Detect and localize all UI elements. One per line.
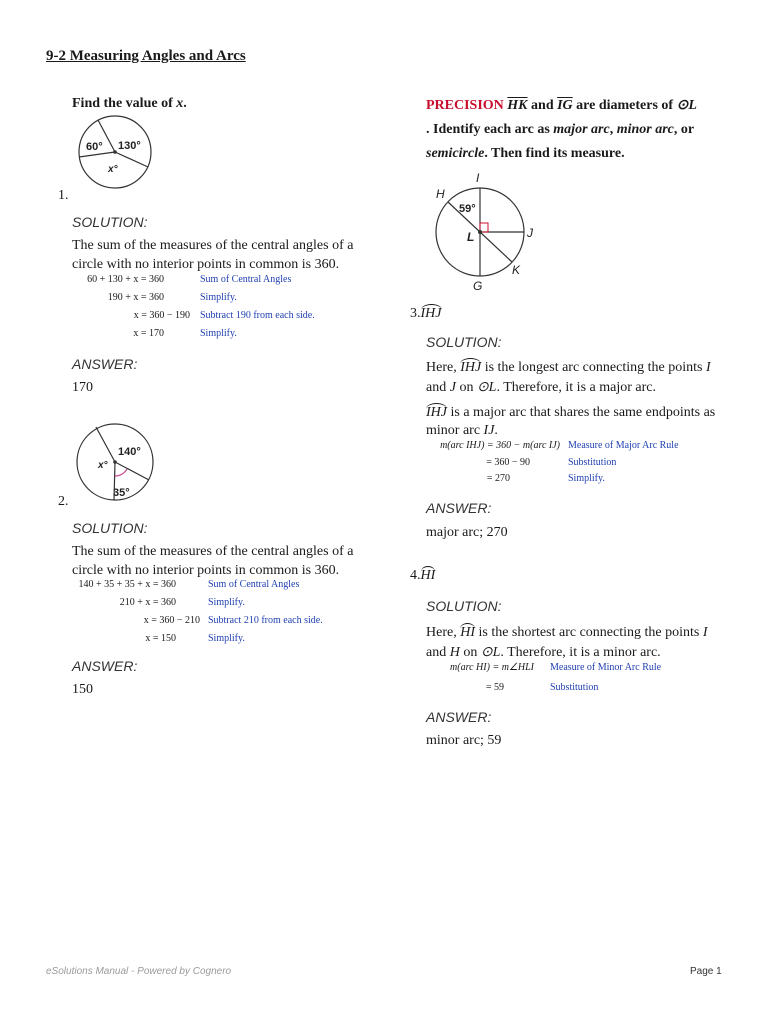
step-1-2: 190 + x = 360 (107, 292, 164, 303)
diagram2-label-35: 35° (113, 487, 130, 499)
answer-label-1: ANSWER: (72, 356, 138, 372)
equation-steps-3 (426, 437, 746, 489)
precision-label: PRECISION (426, 98, 504, 113)
diagram1-label-x: x° (108, 164, 118, 175)
solution-text-3-line2: and J on ⊙L. Therefore, it is a major arc. (426, 380, 656, 395)
step-2-4: x = 150 (145, 633, 176, 644)
diagram1-label-130: 130° (118, 140, 141, 152)
solution-label-1: SOLUTION: (72, 214, 148, 230)
step-1-1: 60 + 130 + x = 360 (87, 274, 164, 285)
diagram3-label-K: K (512, 263, 521, 277)
solution-text-3-line3: IHJ is a major arc that shares the same endpoints as (426, 405, 716, 420)
answer-label-2: ANSWER: (72, 658, 138, 674)
step-2-3-note: Subtract 210 from each side. (208, 615, 323, 626)
equation-steps-2 (72, 576, 372, 646)
step-1-2-note: Simplify. (200, 292, 237, 303)
diagram3-label-J: J (527, 226, 533, 240)
problem3-arc: IHJ (420, 306, 442, 321)
problem-number-2: 2. (58, 494, 69, 509)
step-3-2-note: Substitution (568, 457, 617, 468)
answer-1: 170 (72, 380, 93, 395)
solution-text-4-line1: Here, HI is the shortest arc connecting the points I (426, 625, 708, 640)
step-3-3: = 270 (486, 473, 510, 484)
solution-label-4: SOLUTION: (426, 598, 502, 614)
solution-label-2: SOLUTION: (72, 520, 148, 536)
step-3-1: m(arc IHJ) = 360 − m(arc IJ) (440, 440, 560, 451)
step-4-1: m(arc HI) = m∠HLI (450, 662, 534, 673)
page-title: 9-2 Measuring Angles and Arcs (46, 48, 246, 64)
step-4-2: = 59 (485, 682, 504, 693)
step-1-3-note: Subtract 190 from each side. (200, 310, 315, 321)
problem-number-1: 1. (58, 188, 69, 203)
solution-label-3: SOLUTION: (426, 334, 502, 350)
answer-label-4: ANSWER: (426, 709, 492, 725)
footer-credit: eSolutions Manual - Powered by Cognero (46, 966, 232, 977)
step-2-2-note: Simplify. (208, 597, 245, 608)
solution-text-2: The sum of the measures of the central angles of a circle with no interior points in common is 360. (72, 544, 354, 578)
solution-text-3-line4: minor arc IJ. (426, 423, 498, 438)
answer-4: minor arc; 59 (426, 733, 502, 748)
step-1-3: x = 360 − 190 (133, 310, 190, 321)
solution-text-3-line1: Here, IHJ is the longest arc connecting the points I (426, 360, 711, 375)
diagram3-label-G: G (473, 279, 483, 293)
solution-text-4-line2: and H on ⊙L. Therefore, it is a minor arc. (426, 645, 661, 660)
problem-number-3: 3.IHJ (410, 306, 442, 321)
diagram3-label-H: H (436, 187, 445, 201)
problem4-arc: HI (420, 568, 436, 583)
circle-diagram-3 (426, 168, 546, 296)
precision-line-2: . Identify each arc as major arc, minor arc, or (426, 122, 695, 137)
step-2-3: x = 360 − 210 (143, 615, 200, 626)
step-2-2: 210 + x = 360 (119, 597, 176, 608)
problem-number-4: 4.HI (410, 568, 436, 583)
circle-diagram-1 (70, 114, 160, 190)
diagram2-label-140: 140° (118, 446, 141, 458)
diagram3-label-59: 59° (459, 203, 476, 215)
step-4-1-note: Measure of Minor Arc Rule (550, 662, 662, 673)
solution-text-1: The sum of the measures of the central angles of a circle with no interior points in common is 360. (72, 238, 354, 272)
precision-line-3: semicircle. Then find its measure. (426, 146, 625, 161)
equation-steps-4 (426, 659, 746, 699)
answer-label-3: ANSWER: (426, 500, 492, 516)
diagram1-label-60: 60° (86, 141, 103, 153)
step-2-1-note: Sum of Central Angles (208, 579, 300, 590)
step-3-3-note: Simplify. (568, 473, 605, 484)
step-2-4-note: Simplify. (208, 633, 245, 644)
step-1-1-note: Sum of Central Angles (200, 274, 292, 285)
step-4-2-note: Substitution (550, 682, 599, 693)
precision-line-1: PRECISION $\overline{HK}$ and $\overline{IG}$ are diameters of ⊙L (426, 98, 697, 113)
step-3-2: = 360 − 90 (486, 457, 530, 468)
step-1-4-note: Simplify. (200, 328, 237, 339)
step-1-4: x = 170 (133, 328, 164, 339)
circle-diagram-2 (70, 420, 160, 504)
step-3-1-note: Measure of Major Arc Rule (568, 440, 679, 451)
page-number: Page 1 (690, 966, 722, 977)
step-2-1: 140 + 35 + 35 + x = 360 (78, 579, 176, 590)
diagram3-label-L: L (467, 230, 475, 244)
instruction: Find the value of x. (72, 96, 187, 111)
diagram2-label-x: x° (98, 460, 108, 471)
equation-steps-1 (72, 271, 372, 341)
answer-2: 150 (72, 682, 93, 697)
diagram3-label-I: I (476, 171, 480, 185)
answer-3: major arc; 270 (426, 525, 508, 540)
